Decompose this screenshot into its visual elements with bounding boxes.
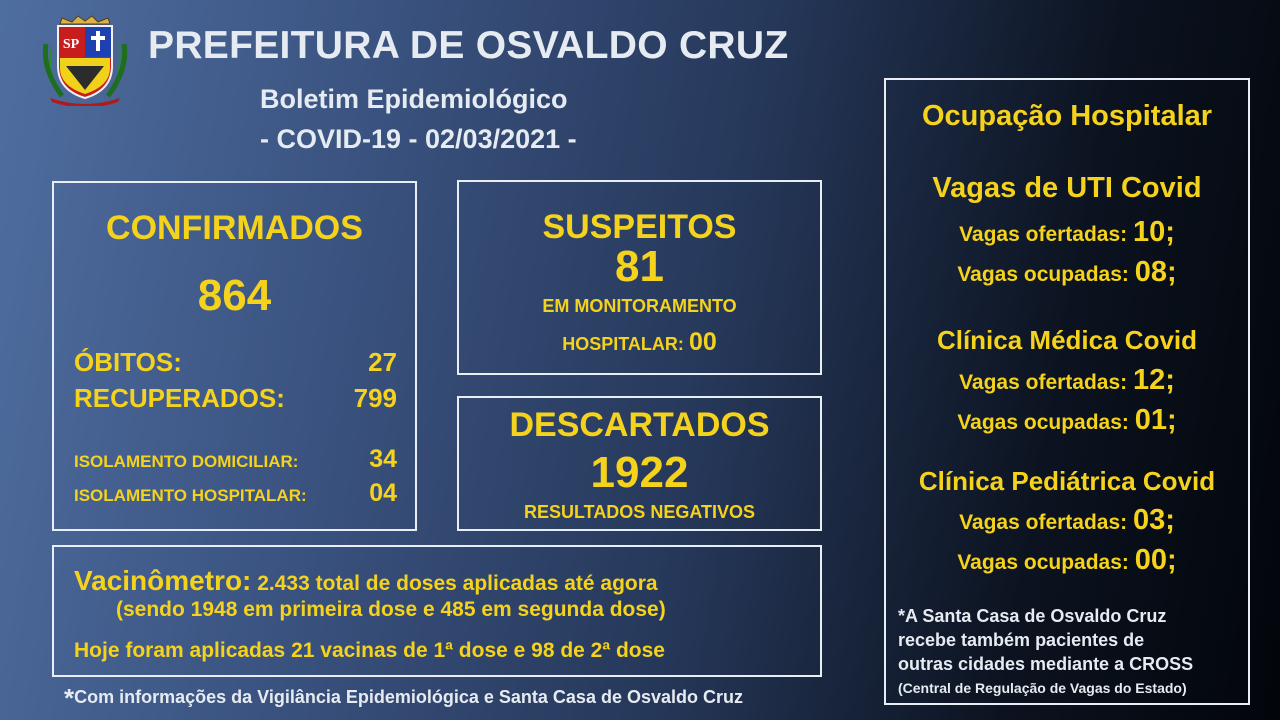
confirmed-count: 864 [197, 271, 272, 320]
vaccine-today: Hoje foram aplicadas 21 vacinas de 1ª dose e 98 de 2ª dose [74, 639, 665, 662]
source-footnote: *Com informações da Vigilância Epidemiológica e Santa Casa de Osvaldo Cruz [64, 683, 743, 713]
clinic-occupied-row: Vagas ocupadas: 01; [957, 404, 1177, 436]
note-line-4: (Central de Regulação de Vagas do Estado) [898, 680, 1187, 696]
pediatric-title: Clínica Pediátrica Covid [918, 466, 1216, 496]
vaccine-panel [52, 545, 822, 677]
bulletin-date: - COVID-19 - 02/03/2021 - [260, 124, 577, 154]
vaccine-breakdown: (sendo 1948 em primeira dose e 485 em segunda dose) [116, 598, 666, 621]
pediatric-occupied-row: Vagas ocupadas: 00; [957, 544, 1177, 576]
pediatric-offered-row: Vagas ofertadas: 03; [959, 504, 1175, 536]
vaccine-label: Vacinômetro: [74, 565, 252, 596]
suspected-panel [457, 180, 822, 375]
hospital-isolation-value: 04 [369, 479, 397, 507]
svg-text:SP: SP [62, 37, 80, 52]
note-line-1: *A Santa Casa de Osvaldo Cruz [898, 606, 1167, 626]
clinic-title: Clínica Médica Covid [936, 325, 1198, 355]
confirmed-title: CONFIRMADOS [106, 209, 363, 247]
deaths-row [74, 347, 397, 378]
suspected-title: SUSPEITOS [542, 208, 737, 246]
negative-results-label: RESULTADOS NEGATIVOS [523, 502, 755, 522]
clinic-offered-row: Vagas ofertadas: 12; [959, 364, 1175, 396]
home-isolation-row [74, 445, 397, 474]
recovered-label: RECUPERADOS: [74, 383, 285, 413]
discarded-panel [457, 396, 822, 531]
hospital-isolation-row [74, 479, 397, 508]
discarded-title: DESCARTADOS [509, 406, 770, 444]
confirmed-panel [52, 181, 417, 531]
recovered-row [74, 383, 397, 414]
hospital-occupancy-panel [884, 78, 1250, 705]
monitoring-label: EM MONITORAMENTO [542, 296, 737, 316]
hospital-monitoring-value: 00 [688, 328, 717, 356]
recovered-value: 799 [353, 383, 397, 413]
deaths-value: 27 [368, 347, 397, 377]
city-crest-logo [40, 14, 130, 106]
home-isolation-label: ISOLAMENTO DOMICILIAR: [74, 452, 299, 471]
discarded-count: 1922 [590, 448, 689, 497]
suspected-count: 81 [615, 242, 664, 291]
hospital-monitoring-label: HOSPITALAR: [562, 334, 684, 354]
icu-title: Vagas de UTI Covid [932, 172, 1202, 204]
hospital-isolation-label: ISOLAMENTO HOSPITALAR: [74, 486, 307, 505]
bulletin-subtitle: Boletim Epidemiológico [260, 84, 568, 114]
note-line-2: recebe também pacientes de [898, 630, 1145, 650]
icu-occupied-row: Vagas ocupadas: 08; [957, 256, 1177, 288]
home-isolation-value: 34 [369, 445, 397, 473]
note-line-3: outras cidades mediante a CROSS [898, 654, 1194, 674]
vaccine-total-row [74, 565, 658, 597]
hospital-monitoring-row [459, 328, 820, 357]
icu-offered-row: Vagas ofertadas: 10; [959, 216, 1175, 248]
page-title: PREFEITURA DE OSVALDO CRUZ [148, 24, 789, 67]
occupancy-title: Ocupação Hospitalar [921, 100, 1213, 132]
vaccine-total-text: 2.433 total de doses aplicadas até agora [257, 572, 658, 595]
deaths-label: ÓBITOS: [74, 347, 182, 377]
